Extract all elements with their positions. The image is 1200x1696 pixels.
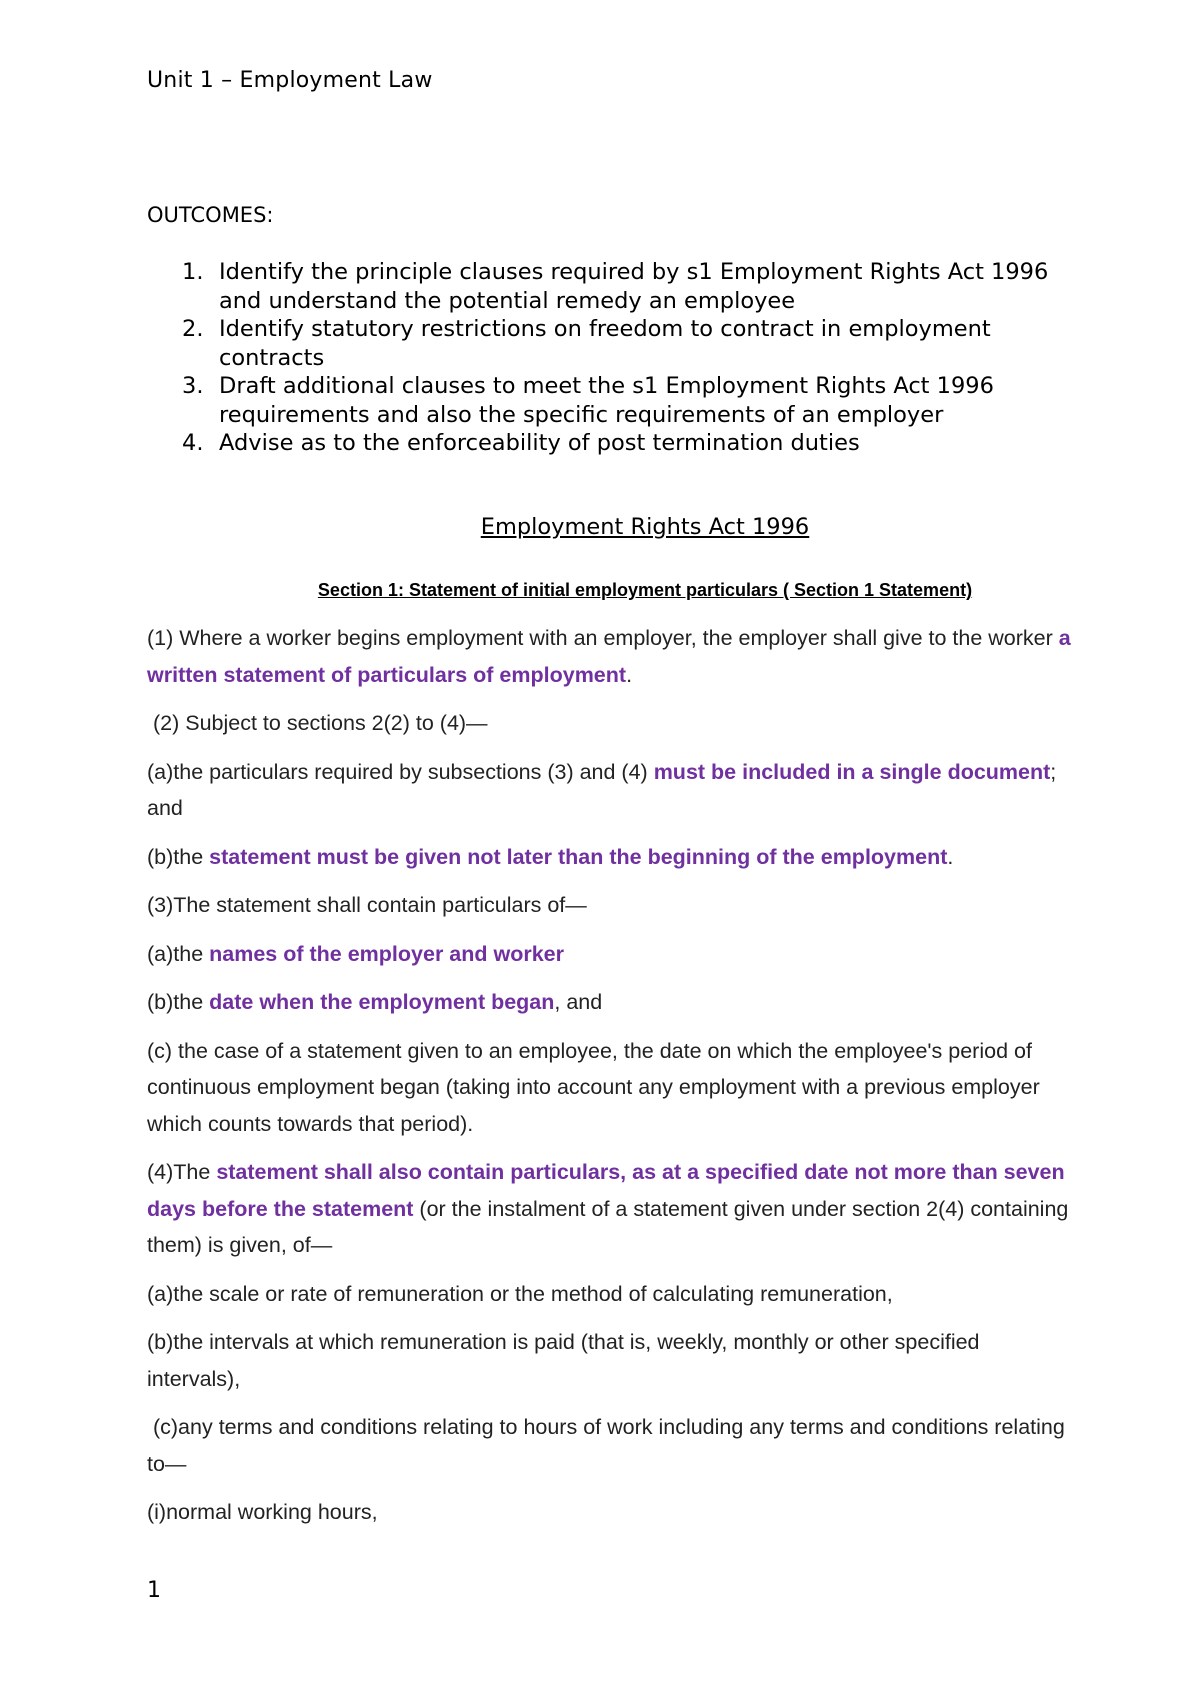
paragraph: (a)the particulars required by subsections (3) and (4) must be included in a single document; and	[147, 759, 1057, 820]
list-item-text: Advise as to the enforceability of post termination duties	[219, 430, 860, 456]
highlighted-phrase: statement must be given not later than the beginning of the employment	[209, 844, 948, 869]
list-item-number: 2.	[182, 316, 204, 342]
highlighted-phrase: names of the employer and worker	[209, 941, 564, 966]
highlighted-phrase: statement shall also contain particulars, as at a specified date not more than seven days before the statement	[147, 1160, 1065, 1221]
page-number: 1	[147, 1578, 161, 1603]
highlighted-phrase: date when the employment began	[209, 990, 555, 1014]
paragraph: (a)the scale or rate of remuneration or the method of calculating remuneration,	[147, 1281, 893, 1306]
paragraph: (2) Subject to sections 2(2) to (4)—	[152, 711, 488, 735]
paragraph: (i)normal working hours,	[147, 1500, 378, 1524]
list-item-text: Identify the principle clauses required by s1 Employment Rights Act 1996 and understand the potential remedy an employee	[219, 259, 1049, 314]
list-item-number: 3.	[182, 373, 204, 399]
paragraph: (4)The statement shall also contain particulars, as at a specified date not more than seven days before the statement (or the instalment of a statement given under section 2(4) containing them) is given, of—	[147, 1160, 1069, 1257]
paragraph: (b)the date when the employment began, and	[147, 990, 603, 1014]
list-item	[182, 429, 1082, 458]
paragraph: (3)The statement shall contain particulars of—	[147, 893, 587, 917]
section-title: Section 1: Statement of initial employment particulars ( Section 1 Statement)	[317, 580, 973, 600]
statute-text	[147, 620, 1077, 1543]
paragraph: (a)the names of the employer and worker	[147, 941, 564, 966]
list-item	[182, 315, 1082, 372]
paragraph: (c)any terms and conditions relating to hours of work including any terms and conditions relating to—	[147, 1415, 1065, 1476]
list-item-number: 1.	[182, 259, 204, 285]
page-header: Unit 1 – Employment Law	[147, 68, 433, 93]
paragraph: (b)the statement must be given not later than the beginning of the employment.	[147, 844, 954, 869]
outcomes-label: OUTCOMES:	[147, 203, 274, 227]
paragraph: (c) the case of a statement given to an employee, the date on which the employee's period of continuous employment began (taking into account any employment with a previous employer which counts towards that period).	[147, 1038, 1040, 1136]
list-item	[182, 372, 1082, 429]
list-item	[182, 258, 1082, 315]
outcomes-list	[182, 258, 1082, 458]
paragraph: (b)the intervals at which remuneration is paid (that is, weekly, monthly or other specified intervals),	[147, 1330, 980, 1391]
list-item-text: Draft additional clauses to meet the s1 Employment Rights Act 1996 requirements and also the specific requirements of an employer	[219, 373, 994, 428]
highlighted-phrase: must be included in a single document	[653, 759, 1051, 784]
act-title: Employment Rights Act 1996	[480, 514, 810, 540]
highlighted-phrase: a written statement of particulars of employment	[147, 626, 1071, 687]
list-item-text: Identify statutory restrictions on freedom to contract in employment contracts	[219, 316, 991, 371]
paragraph: (1) Where a worker begins employment with an employer, the employer shall give to the worker a written statement of particulars of employment.	[147, 626, 1071, 687]
list-item-number: 4.	[182, 430, 204, 456]
